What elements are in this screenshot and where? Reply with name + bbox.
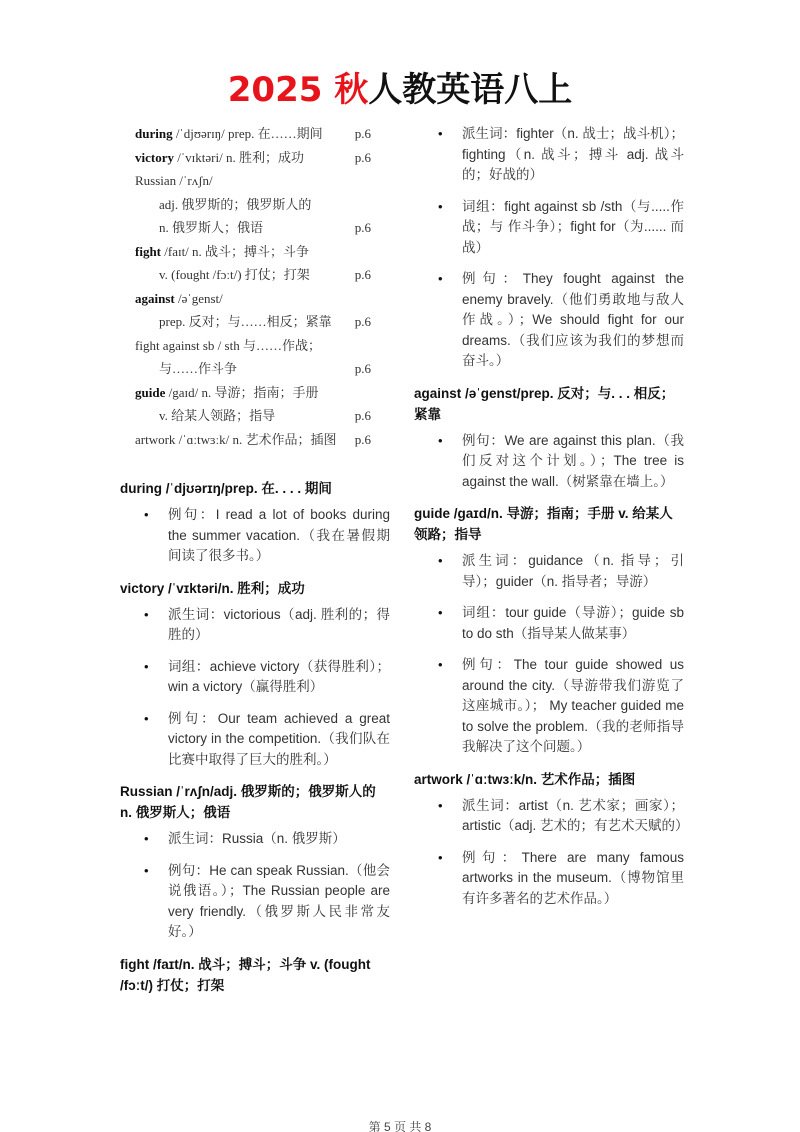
entry-bullets <box>120 829 390 943</box>
entry-section <box>414 124 684 372</box>
bullet-item <box>414 197 684 259</box>
vocab-page: p.6 <box>354 220 371 235</box>
bullet-label: 派生词： <box>168 606 224 622</box>
entry-heading: victory /ˈvɪktəri/n. 胜利；成功 <box>120 580 305 596</box>
vocab-definition: /faɪt/ n. 战斗；搏斗；斗争 <box>161 243 310 259</box>
vocab-row <box>135 287 385 311</box>
vocab-row <box>135 381 385 405</box>
vocab-page: p.6 <box>354 314 371 329</box>
vocab-row <box>135 240 385 264</box>
bullet-text: achieve victory（获得胜利）； win a victory（赢得胜利） <box>168 658 390 694</box>
vocab-definition: /ˈvɪktəri/ n. 胜利；成功 <box>173 149 304 165</box>
vocab-page: p.6 <box>354 149 371 165</box>
bullet-label: 例句： <box>168 862 210 878</box>
bullet-text: artist（n. 艺术家；画家）； artistic（adj. 艺术的；有艺术天赋的） <box>462 797 689 833</box>
vocab-list <box>135 122 385 451</box>
vocab-page: p.6 <box>354 431 371 447</box>
bullet-item <box>120 605 390 646</box>
vocab-row <box>135 334 385 358</box>
vocab-row <box>135 216 385 240</box>
entry-heading: fight /faɪt/n. 战斗；搏斗；斗争 v. (fought /fɔːt/) 打仗；打架 <box>120 956 371 993</box>
vocab-definition: prep. 反对；与……相反；紧靠 <box>159 314 332 329</box>
bullet-item <box>414 603 684 644</box>
title-year: 2025 <box>227 70 335 110</box>
entry-section <box>414 503 684 758</box>
entry-bullets <box>414 551 684 758</box>
entry-section <box>120 781 390 943</box>
vocab-definition: adj. 俄罗斯的；俄罗斯人的 <box>159 196 312 212</box>
bullet-text: tour guide（导游）；guide sb to do sth（指导某人做某事） <box>462 605 685 641</box>
bullet-item <box>414 796 689 837</box>
entry-section <box>414 383 684 493</box>
vocab-word: during <box>135 126 173 141</box>
bullet-item <box>120 657 390 698</box>
bullet-text: guidance（n. 指导；引导）；guider（n. 指导者；导游） <box>462 553 685 589</box>
vocab-row <box>135 428 385 452</box>
page-footer: 第 5 页 共 8 <box>368 1120 432 1132</box>
vocab-page: p.6 <box>354 126 371 141</box>
bullet-item <box>120 709 390 771</box>
left-column <box>120 478 390 1006</box>
bullet-label: 例句： <box>168 507 216 522</box>
bullet-label: 派生词： <box>168 831 222 846</box>
vocab-row <box>135 357 385 381</box>
bullet-text: There are many famous artworks in the museum.（博物馆里有许多著名的艺术作品。） <box>462 849 684 906</box>
bullet-text: Our team achieved a great victory in the competition.（我们队在比赛中取得了巨大的胜利。） <box>168 710 390 767</box>
bullet-text: He can speak Russian.（他会说俄语。）；The Russian people are very friendly.（俄罗斯人民非常友好。） <box>168 862 391 939</box>
bullet-item <box>414 848 684 910</box>
bullet-label: 例句： <box>462 657 514 672</box>
vocab-page: p.6 <box>354 361 371 376</box>
entry-heading: Russian /ˈrʌʃn/adj. 俄罗斯的；俄罗斯人的 n. 俄罗斯人；俄语 <box>120 784 376 820</box>
vocab-definition: /ˈdjʊərɪŋ/ prep. 在……期间 <box>172 126 323 141</box>
vocab-definition: v. (fought /fɔːt/) 打仗；打架 <box>159 267 310 282</box>
bullet-label: 派生词： <box>462 126 517 141</box>
bullet-label: 词组： <box>168 658 210 674</box>
vocab-row <box>135 310 385 334</box>
bullet-item <box>414 431 684 493</box>
bullet-label: 词组： <box>462 198 505 214</box>
entry-section <box>120 954 390 996</box>
vocab-row <box>135 169 385 193</box>
vocab-definition: artwork /ˈɑːtwɜːk/ n. 艺术作品；插图 <box>135 431 337 447</box>
vocab-word: victory <box>135 149 174 165</box>
vocab-definition: 与……作斗争 <box>159 361 238 376</box>
vocab-row <box>135 263 385 287</box>
entry-bullets <box>414 796 689 910</box>
bullet-label: 例句： <box>462 271 523 286</box>
vocab-definition: /əˈgenst/ <box>174 290 223 306</box>
title-rest: 人教英语八上 <box>368 70 573 110</box>
vocab-row <box>135 404 385 428</box>
vocab-definition: n. 俄罗斯人；俄语 <box>159 220 264 235</box>
entry-heading: guide /gaɪd/n. 导游；指南；手册 v. 给某人领路；指导 <box>414 506 673 542</box>
entry-heading: artwork /ˈɑːtwɜːk/n. 艺术作品；插图 <box>414 771 636 787</box>
bullet-text: I read a lot of books during the summer vacation.（我在暑假期间读了很多书。） <box>168 507 390 563</box>
bullet-item <box>120 861 390 943</box>
bullet-label: 例句： <box>462 432 505 448</box>
bullet-label: 例句： <box>168 710 218 726</box>
bullet-item <box>414 269 684 372</box>
entry-section <box>120 478 390 567</box>
vocab-word: guide <box>135 384 166 400</box>
vocab-word: against <box>135 290 175 306</box>
bullet-item <box>120 829 390 850</box>
bullet-text: victorious（adj. 胜利的；得胜的） <box>168 606 390 642</box>
vocab-definition: v. 给某人领路；指导 <box>159 408 276 423</box>
entry-section <box>120 578 390 771</box>
bullet-item <box>414 124 684 186</box>
bullet-label: 派生词： <box>462 797 519 813</box>
title-accent: 秋 <box>334 70 369 110</box>
bullet-label: 词组： <box>462 605 506 620</box>
entry-bullets <box>120 505 390 567</box>
vocab-definition: /gaɪd/ n. 导游；指南；手册 <box>165 384 319 400</box>
vocab-definition: Russian /ˈrʌʃn/ <box>135 173 213 188</box>
bullet-item <box>414 551 684 592</box>
bullet-text: fight against sb /sth（与.....作战；与 作斗争）；fight for（为...... 而战） <box>462 198 684 255</box>
bullet-text: We are against this plan.（我们反对这个计划。）；The tree is against the wall.（树紧靠在墙上。） <box>462 432 685 489</box>
bullet-text: The tour guide showed us around the city.（导游带我们游览了这座城市。）； My teacher guided me to solve the problem.（我的老师指导我解决了这个问题。） <box>462 657 684 754</box>
entry-section <box>414 769 689 910</box>
bullet-text: fighter（n. 战士；战斗机）；fighting（n. 战斗；搏斗 adj. 战斗的；好战的） <box>462 126 685 182</box>
bullet-label: 派生词： <box>462 553 529 568</box>
entry-heading: against /əˈgenst/prep. 反对；与. . . 相反；紧靠 <box>414 385 675 422</box>
vocab-word: fight <box>135 243 161 259</box>
entry-bullets <box>120 605 390 771</box>
entry-heading: during /ˈdjʊərɪŋ/prep. 在. . . . 期间 <box>120 481 332 496</box>
entry-bullets <box>414 431 684 493</box>
vocab-row <box>135 193 385 217</box>
right-column <box>414 118 689 920</box>
bullet-label: 例句： <box>462 849 522 865</box>
vocab-row <box>135 146 385 170</box>
vocab-row <box>135 122 385 146</box>
bullet-text: They fought against the enemy bravely.（他们勇敢地与敌人作战。）；We should fight for our dreams.（我们应该为我们的梦想而奋斗。） <box>462 271 684 368</box>
bullet-item <box>414 655 684 758</box>
vocab-definition: fight against sb / sth 与……作战； <box>135 337 321 353</box>
bullet-item <box>120 505 390 567</box>
vocab-page: p.6 <box>354 408 371 423</box>
vocab-page: p.6 <box>354 267 371 282</box>
bullet-text: Russia（n. 俄罗斯） <box>222 831 346 846</box>
page-title <box>0 62 800 111</box>
entry-bullets <box>414 124 684 372</box>
